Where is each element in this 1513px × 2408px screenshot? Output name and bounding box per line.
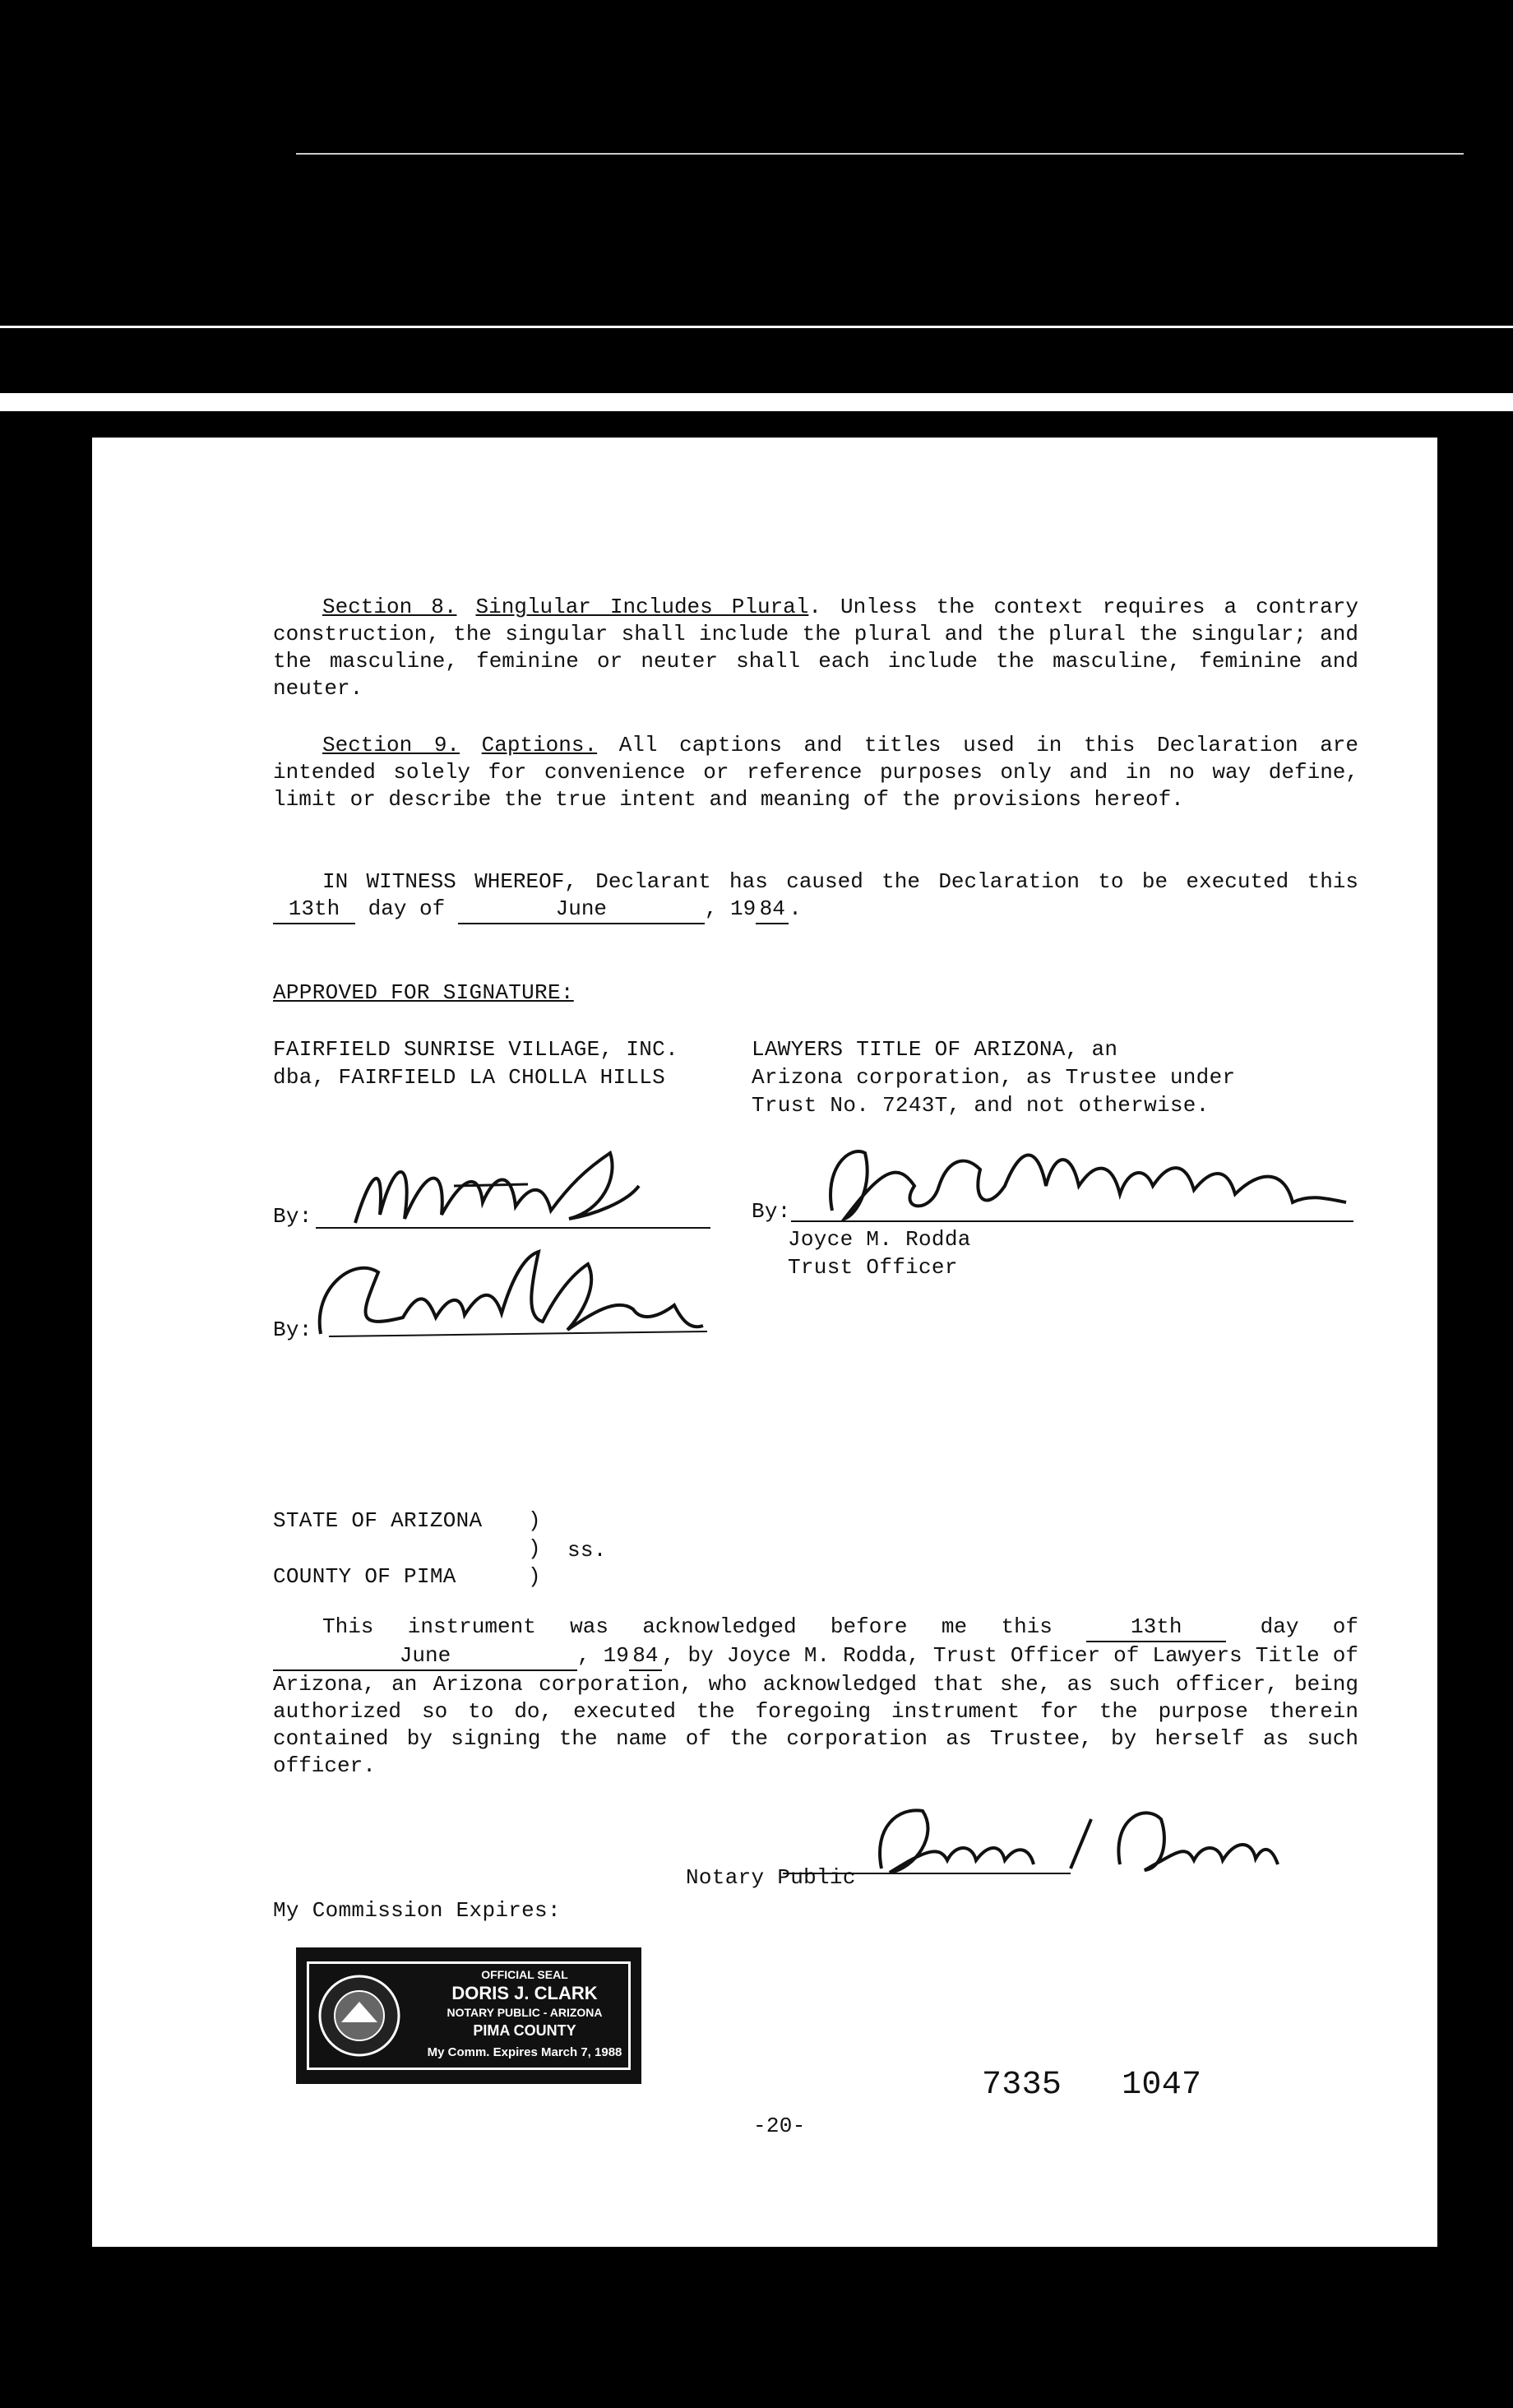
section-9-title: Captions. xyxy=(481,733,598,757)
witness-nineteen: , 19 xyxy=(704,896,756,921)
docket-number: 7335 1047 xyxy=(982,2067,1202,2104)
notary-public-label: Notary Public xyxy=(686,1865,856,1890)
right-party-line-1: LAWYERS TITLE OF ARIZONA, an xyxy=(752,1037,1118,1062)
right-signer-name: Joyce M. Rodda xyxy=(788,1227,971,1252)
scan-artifact-line xyxy=(296,153,1464,155)
right-signature xyxy=(799,1137,1358,1227)
document-page xyxy=(92,438,1437,2247)
witness-month: June xyxy=(458,896,705,924)
scan-artifact-line xyxy=(0,326,1513,328)
section-9-heading: Section 9. xyxy=(322,733,460,757)
left-signature-2 xyxy=(304,1239,715,1346)
stamp-line-4: PIMA COUNTY xyxy=(473,2022,576,2039)
ack-day: 13th xyxy=(1086,1614,1226,1642)
left-by-label-2: By: xyxy=(273,1317,312,1342)
page-number: -20- xyxy=(753,2114,806,2138)
ack-year: 84 xyxy=(629,1642,662,1671)
commission-expires: My Commission Expires: xyxy=(273,1898,561,1923)
section-9-paragraph xyxy=(273,732,1358,813)
left-party-line-1: FAIRFIELD SUNRISE VILLAGE, INC. xyxy=(273,1037,678,1062)
witness-text: IN WITNESS WHEREOF, Declarant has caused the Declaration to be executed this xyxy=(322,869,1358,894)
right-party-line-2: Arizona corporation, as Trustee under xyxy=(752,1065,1236,1090)
venue-paren-1: ) xyxy=(528,1508,541,1533)
left-signature-1 xyxy=(339,1137,651,1235)
witness-year: 84 xyxy=(756,896,789,924)
section-8-title: Singlular Includes Plural xyxy=(475,595,809,619)
acknowledgment-paragraph xyxy=(273,1614,1358,1780)
stamp-line-1: OFFICIAL SEAL xyxy=(481,1968,568,1981)
section-8-paragraph: Section 8. Singlular Includes Plural. Unless the context requires a contrary construction, the singular shall include the plural and the plural the singular; and the masculine, feminine or neuter shall each include the masculine, feminine and neuter. xyxy=(273,595,1358,701)
scan-artifact-line xyxy=(0,393,1513,411)
venue-paren-3: ) xyxy=(528,1564,541,1589)
section-8-body: Unless the context requires a contrary construction, the singular shall include the plural and the plural the singular; and the masculine, feminine or neuter shall each include the masculine, feminine and neuter. xyxy=(273,595,1358,701)
stamp-line-2: DORIS J. CLARK xyxy=(451,1983,598,2003)
left-by-label-1: By: xyxy=(273,1204,312,1229)
approved-heading: APPROVED FOR SIGNATURE: xyxy=(273,980,574,1005)
stamp-line-5: My Comm. Expires March 7, 1988 xyxy=(427,2045,622,2059)
section-8-heading: Section 8. xyxy=(322,595,457,619)
right-party-line-3: Trust No. 7243T, and not otherwise. xyxy=(752,1093,1210,1118)
ack-text-d: , by Joyce M. Rodda, Trust Officer of Lawyers Title of Arizona, an Arizona corporation, who acknowledged that she, as such officer, being authorized so to do, executed the foregoing instrument for the purpose therein contained by signing the name of the corporation as Trustee, by herself as such officer. xyxy=(273,1643,1358,1778)
witness-paragraph xyxy=(273,868,1358,924)
notary-stamp xyxy=(296,1947,641,2084)
ack-month: June xyxy=(273,1642,577,1671)
ack-nineteen: , 19 xyxy=(577,1643,629,1668)
right-signer-title: Trust Officer xyxy=(788,1255,958,1280)
venue-ss: ss. xyxy=(567,1538,607,1563)
stamp-line-3: NOTARY PUBLIC - ARIZONA xyxy=(446,2006,603,2019)
witness-period: . xyxy=(789,896,802,921)
venue-paren-2: ) xyxy=(528,1536,541,1561)
section-9-body: All captions and titles used in this Declaration are intended solely for convenience or reference purposes only and in no way define, limit or describe the true intent and meaning of the provisions hereof. xyxy=(273,733,1358,812)
left-party-line-2: dba, FAIRFIELD LA CHOLLA HILLS xyxy=(273,1065,666,1090)
ack-day-of: day of xyxy=(1260,1614,1358,1639)
venue-county: COUNTY OF PIMA xyxy=(273,1564,456,1589)
witness-day-of: day of xyxy=(368,896,446,921)
right-by-label: By: xyxy=(752,1199,791,1224)
venue-state: STATE OF ARIZONA xyxy=(273,1508,483,1533)
witness-day: 13th xyxy=(273,896,355,924)
state-seal-icon xyxy=(317,1973,402,2058)
ack-text-a: This instrument was acknowledged before me this xyxy=(322,1614,1053,1639)
